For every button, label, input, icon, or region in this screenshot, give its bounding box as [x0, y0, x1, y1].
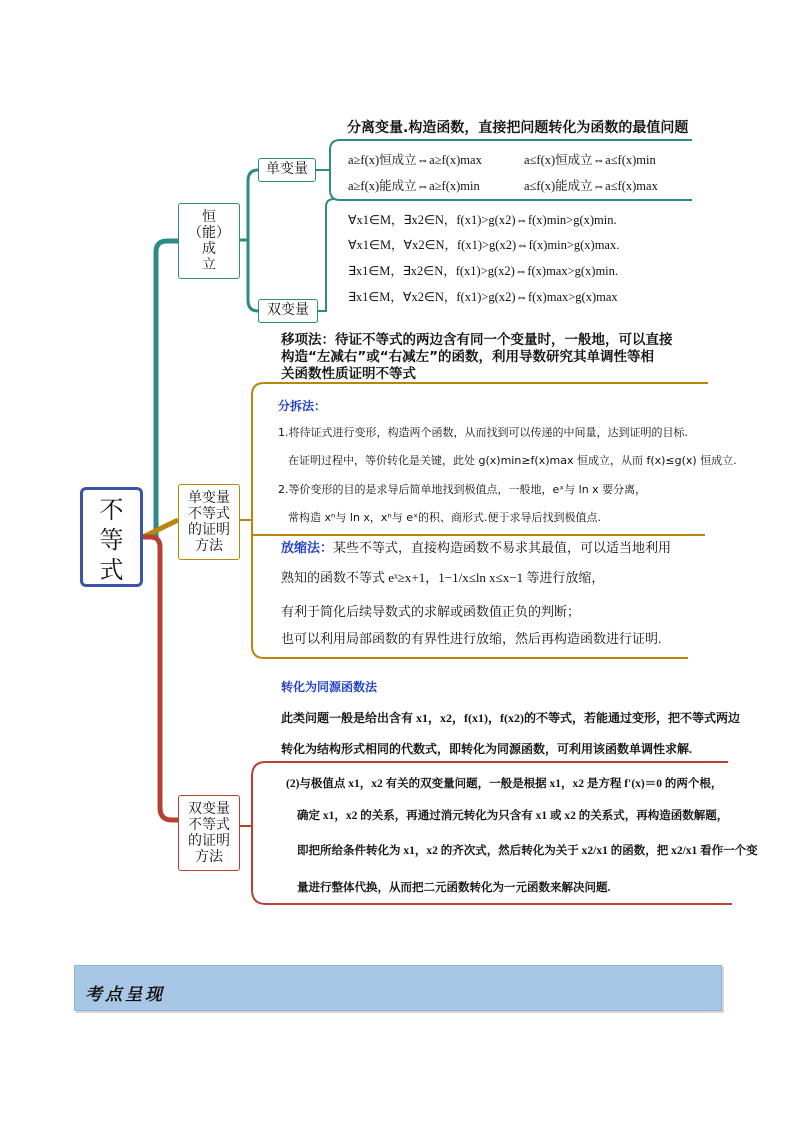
heng-line-1: 恒	[202, 209, 216, 225]
scale-method-text-1: 某些不等式，直接构造函数不易求其最值，可以适当地利用	[333, 540, 672, 555]
section-banner	[74, 965, 722, 1011]
move-method-line-2: 构造“左减右”或“右减左”的函数，利用导数研究其单调性等相	[281, 349, 654, 365]
split-method-line-1: 1.将待证式进行变形，构造两个函数，从而找到可以传递的中间量，达到证明的目标.	[278, 426, 688, 439]
double-variable-label: 双变量	[267, 302, 309, 318]
connector-root-to-single-method	[143, 520, 178, 537]
same-source-line-1: 此类问题一般是给出含有 x1，x2，f(x1)，f(x2)的不等式，若能通过变形，把不等式两边	[281, 711, 740, 725]
connector-heng-to-single-var	[238, 170, 258, 240]
root-node-inequality	[80, 487, 143, 587]
same-source-title: 转化为同源函数法	[281, 680, 378, 694]
double-var-bracket	[316, 199, 334, 311]
node-double-variable	[258, 299, 318, 323]
connector-heng-to-double-var	[248, 240, 258, 311]
connector-root-to-double-method	[143, 537, 178, 820]
heng-line-2: （能）	[188, 225, 230, 241]
single-var-rule-1b: a≤f(x)恒成立⇔a≤f(x)min	[524, 153, 656, 167]
node-heng-neng-chengli	[178, 203, 240, 279]
single-var-rule-1a: a≥f(x)恒成立⇔a≥f(x)max	[348, 153, 482, 167]
banner-title: 考点呈现	[85, 985, 165, 1005]
double-var-row-2: ∀x1∈M，∀x2∈N，f(x1)>g(x2)⇔f(x)min>g(x)max.	[348, 238, 620, 252]
single-variable-label: 单变量	[266, 161, 308, 177]
extreme-point-line-1: (2)与极值点 x1，x2 有关的双变量问题，一般是根据 x1，x2 是方程 f′(x)＝0 的两个根，	[286, 778, 723, 790]
scale-method-line-4: 也可以利用局部函数的有界性进行放缩，然后再构造函数进行证明.	[281, 631, 662, 646]
connector-root-to-heng	[143, 241, 178, 537]
double-method-line-2: 不等式	[188, 817, 230, 833]
scale-method-line-2: 熟知的函数不等式 eˣ≥x+1，1−1/x≤ln x≤x−1 等进行放缩，	[281, 570, 605, 585]
extreme-point-line-2: 确定 x1，x2 的关系，再通过消元转化为只含有 x1 或 x2 的关系式，再构造函数解题，	[297, 810, 729, 822]
move-method-line-3: 关函数性质证明不等式	[281, 366, 416, 382]
node-single-variable	[258, 158, 316, 182]
split-method-line-4: 常构造 xⁿ与 ln x，xⁿ与 eˣ的积、商形式.便于求导后找到极值点.	[288, 511, 601, 524]
single-var-rule-2b: a≤f(x)能成立⇔a≤f(x)max	[524, 179, 658, 193]
double-method-line-3: 的证明	[188, 833, 230, 849]
double-method-line-4: 方法	[195, 849, 223, 865]
extreme-point-line-4: 量进行整体代换，从而把二元函数转化为一元函数来解决问题.	[297, 882, 611, 894]
single-var-header: 分离变量.构造函数，直接把问题转化为函数的最值问题	[347, 120, 689, 136]
move-method-line-1: 移项法：待证不等式的两边含有同一个变量时，一般地，可以直接	[281, 332, 673, 348]
double-var-row-3: ∃x1∈M，∃x2∈N，f(x1)>g(x2)⇔f(x)max>g(x)min.	[348, 264, 619, 278]
split-method-line-3: 2.等价变形的目的是求导后简单地找到极值点，一般地，eˣ与 ln x 要分离，	[278, 483, 647, 496]
single-method-line-4: 方法	[195, 538, 223, 554]
heng-line-3: 成	[202, 241, 216, 257]
node-single-var-proof-method	[178, 484, 240, 560]
single-var-rule-2a: a≥f(x)能成立⇔a≥f(x)min	[348, 179, 480, 193]
scale-method-line-3: 有利于简化后续导数式的求解或函数值正负的判断；	[281, 604, 581, 619]
single-method-line-2: 不等式	[188, 506, 230, 522]
double-method-line-1: 双变量	[188, 801, 230, 817]
split-method-title: 分拆法：	[278, 399, 327, 413]
double-var-row-1: ∀x1∈M，∃x2∈N，f(x1)>g(x2)⇔f(x)min>g(x)min.	[348, 213, 617, 227]
heng-line-4: 立	[202, 257, 216, 273]
single-method-line-1: 单变量	[188, 490, 230, 506]
single-method-line-3: 的证明	[188, 522, 230, 538]
root-char-1: 不等式	[99, 496, 124, 584]
scale-method-line-1	[281, 540, 671, 557]
same-source-line-2: 转化为结构形式相同的代数式，即转化为同源函数，可利用该函数单调性求解.	[281, 742, 693, 756]
node-double-var-proof-method	[178, 795, 240, 871]
split-method-line-2: 在证明过程中，等价转化是关键，此处 g(x)min≥f(x)max 恒成立，从而 f(x)≤g(x) 恒成立.	[288, 454, 737, 467]
extreme-point-line-3: 即把所给条件转化为 x1，x2 的齐次式，然后转化为关于 x2/x1 的函数，把 x2/x1 看作一个变	[297, 845, 758, 857]
double-var-row-4: ∃x1∈M，∀x2∈N，f(x1)>g(x2)⇔f(x)max>g(x)max	[348, 290, 618, 304]
scale-method-title: 放缩法：	[281, 541, 334, 556]
